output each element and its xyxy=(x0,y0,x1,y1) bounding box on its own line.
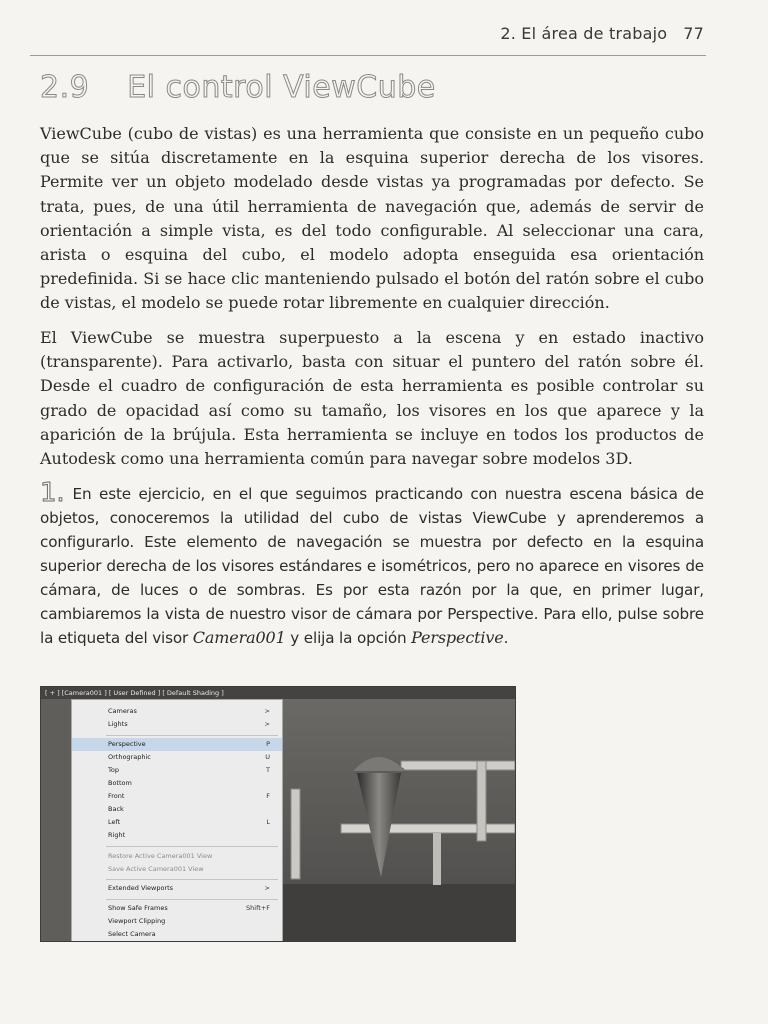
submenu-arrow-icon: > xyxy=(264,707,270,715)
paragraph-2-block xyxy=(40,326,704,471)
menu-item-select-camera[interactable]: Select Camera xyxy=(108,930,156,938)
menu-item-save-active-view[interactable]: Save Active Camera001 View xyxy=(108,865,204,873)
chapter-title: 2. El área de trabajo xyxy=(500,24,668,43)
menu-divider xyxy=(106,846,278,847)
page-number: 77 xyxy=(683,24,704,43)
menu-item-bottom[interactable]: Bottom xyxy=(108,779,132,787)
menu-item-show-safe-frames[interactable]: Show Safe Frames Shift+F xyxy=(108,904,270,912)
menu-item-viewport-clipping[interactable]: Viewport Clipping xyxy=(108,917,166,925)
menu-item-lights[interactable]: Lights > xyxy=(72,718,282,731)
camera-label-ref: Camera001 xyxy=(192,628,286,647)
submenu-arrow-icon: > xyxy=(264,884,270,892)
step-number: 1. xyxy=(40,478,65,508)
perspective-option-ref: Perspective xyxy=(411,628,504,647)
menu-divider xyxy=(106,899,278,900)
menu-divider xyxy=(106,735,278,736)
paragraph: ViewCube (cubo de vistas) es una herramienta que consiste en un pequeño cubo que se sitúa discretamente en la esquina superior derecha de los visores. Permite ver un objeto modelado desde vistas ya programadas por defecto. Se trata, pues, de una útil herramienta de navegación que, además de servir de orientación a simple vista, es del todo configurable. Al seleccionar una cara, arista o esquina del cubo, el modelo adopta enseguida esa orientación predefinida. Si se hace clic manteniendo pulsado el botón del ratón sobre el cubo de vistas, el modelo se puede rotar libremente en cualquier dirección. xyxy=(40,124,704,313)
menu-item-orthographic[interactable]: Orthographic U xyxy=(108,753,270,761)
menu-item-cameras[interactable]: Cameras > xyxy=(72,705,282,718)
submenu-arrow-icon: > xyxy=(264,720,270,728)
menu-item-front[interactable]: Front F xyxy=(108,792,270,800)
viewport-context-menu xyxy=(71,699,283,942)
step-text-end: . xyxy=(503,629,509,647)
section-title: El control ViewCube xyxy=(127,70,436,105)
viewport-screenshot xyxy=(40,686,516,942)
section-number: 2.9 xyxy=(40,70,90,105)
menu-item-extended-viewports[interactable]: Extended Viewports > xyxy=(72,882,282,895)
paragraph: El ViewCube se muestra superpuesto a la escena y en estado inactivo (transparente). Para activarlo, basta con situar el puntero del ratón sobre él. Desde el cuadro de configuración de esta herramienta es posible controlar su grado de opacidad así como su tamaño, los visores en los que aparece y la aparición de la brújula. Esta herramienta se incluye en todos los productos de Autodesk como una herramienta común para navegar sobre modelos 3D. xyxy=(40,328,704,469)
menu-item-back[interactable]: Back xyxy=(108,805,124,813)
paragraph-1-block xyxy=(40,122,704,316)
menu-item-perspective[interactable]: Perspective P xyxy=(72,738,282,751)
step-text-middle: y elija la opción xyxy=(285,629,412,647)
header-divider xyxy=(30,55,706,56)
menu-item-left[interactable]: Left L xyxy=(108,818,270,826)
menu-item-right[interactable]: Right xyxy=(108,831,126,839)
viewport-label-bar[interactable]: [ + ] [Camera001 ] [ User Defined ] [ Default Shading ] xyxy=(41,687,515,699)
viewport-scene xyxy=(281,699,515,941)
menu-item-top[interactable]: Top T xyxy=(108,766,270,774)
step-1-block xyxy=(40,478,704,650)
step-paragraph xyxy=(40,478,704,650)
step-text: En este ejercicio, en el que seguimos practicando con nuestra escena básica de objetos, conoceremos la utilidad del cubo de vistas ViewCube y aprenderemos a configurarlo. Este elemento de navegación se muestra por defecto en la esquina superior derecha de los visores estándares e isométricos, pero no aparece en visores de cámara, de luces o de sombras. Es por esta razón por la que, en primer lugar, cambiaremos la vista de nuestro visor de cámara por Perspective. Para ello, pulse sobre la etiqueta del visor xyxy=(40,485,704,647)
running-header xyxy=(500,24,704,43)
menu-item-restore-active-view[interactable]: Restore Active Camera001 View xyxy=(108,852,213,860)
menu-divider xyxy=(106,879,278,880)
section-heading xyxy=(40,70,436,105)
